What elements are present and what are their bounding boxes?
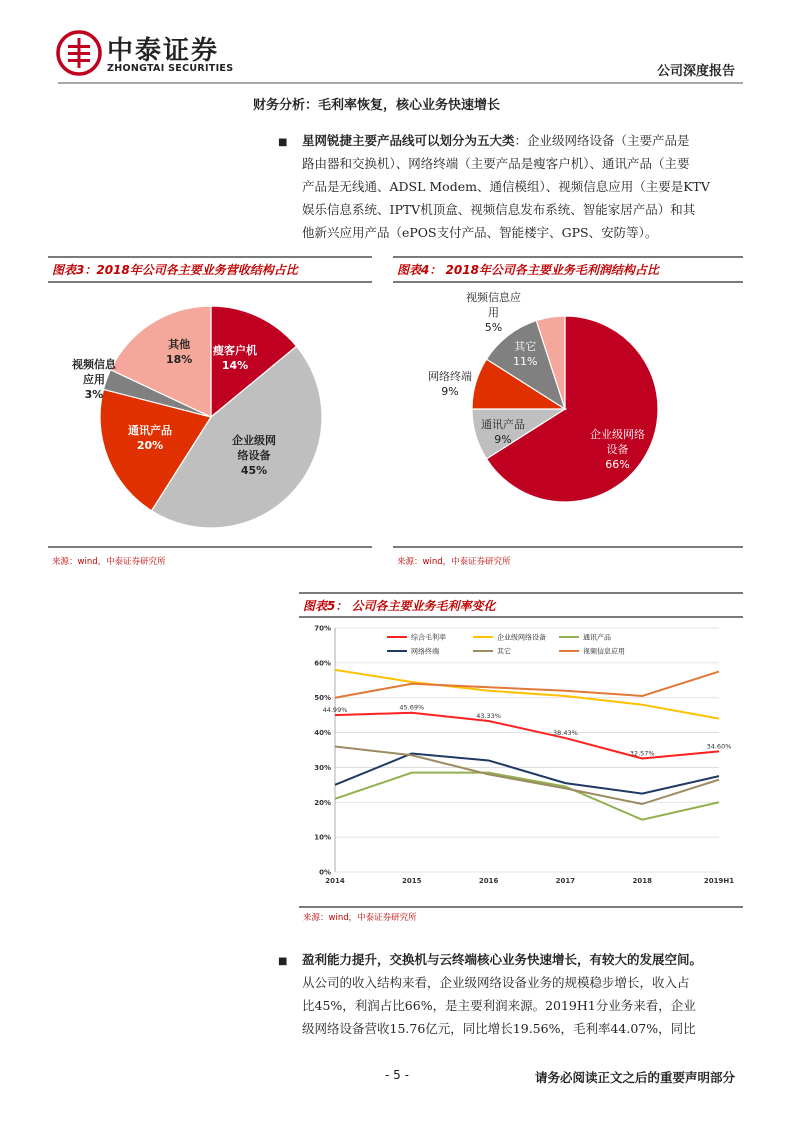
x-tick-label: 2016: [478, 877, 499, 885]
para2-line: 级网络设备营收15.76亿元，同比增长19.56%，毛利率44.07%，同比: [302, 1021, 696, 1036]
fig4-top-rule: [393, 256, 743, 258]
footer-disclaimer: 请务必阅读正文之后的重要声明部分: [534, 1070, 735, 1085]
para1-line: 娱乐信息系统、IPTV机顶盒、视频信息发布系统、智能家居产品）和其: [302, 202, 696, 217]
series-line-3: [335, 753, 719, 793]
pie1-label-comm: 通讯产品 20%: [128, 424, 172, 452]
fig5-bottom-rule: [299, 906, 743, 908]
para1-line: 路由器和交换机）、网络终端（主要产品是瘦客户机）、通讯产品（主要: [302, 156, 690, 171]
data-label: 45.69%: [399, 703, 425, 712]
data-label: 32.57%: [629, 749, 655, 758]
fig3-bottom-rule: [48, 546, 372, 548]
fig5-source: 来源：wind，中泰证券研究所: [303, 913, 417, 923]
legend-label: 视频信息应用: [583, 647, 625, 656]
fig5-top-rule: [299, 592, 743, 594]
pie1-label-other: 其他 18%: [166, 338, 193, 366]
y-tick-label: 70%: [314, 624, 331, 633]
y-tick-label: 20%: [314, 798, 331, 807]
para1-lead: 星网锐捷主要产品线可以划分为五大类: [302, 133, 515, 148]
pie2-label-video: 视频信息应 用 5%: [466, 291, 521, 334]
legend-label: 通讯产品: [583, 633, 611, 642]
fig5-title: 图表5： 公司各主要业务毛利率变化: [303, 599, 496, 613]
data-label: 38.43%: [553, 729, 578, 738]
series-line-2: [335, 773, 719, 820]
fig4-title-rule: [393, 281, 743, 283]
fig3-title: 图表3：2018年公司各主要业务营收结构占比: [52, 263, 298, 277]
para2-lead: 盈利能力提升，交换机与云终端核心业务快速增长，有较大的发展空间。: [302, 952, 703, 967]
pie1-label-thin-client: 瘦客户机 14%: [213, 344, 257, 372]
para2-line: 比45%，利润占比66%，是主要利润来源。2019H1分业务来看，企业: [302, 998, 696, 1013]
pie1-label-enterprise: 企业级网 络设备 45%: [232, 434, 276, 477]
page-number: - 5 -: [385, 1068, 409, 1082]
y-tick-label: 30%: [314, 763, 331, 772]
pie2-label-other: 其它 11%: [513, 340, 538, 368]
pie2-label-terminal: 网络终端 9%: [428, 370, 472, 398]
zhongtai-logo-icon: [56, 30, 102, 76]
legend-label: 网络终端: [411, 647, 439, 656]
fig4-pie-chart: [393, 290, 743, 540]
x-tick-label: 2015: [402, 877, 422, 885]
fig3-title-rule: [48, 281, 372, 283]
pie1-label-video: 视频信息 应用 3%: [72, 358, 116, 401]
fig3-source: 来源：wind，中泰证券研究所: [52, 557, 166, 567]
series-line-0: [335, 713, 719, 759]
fig3-top-rule: [48, 256, 372, 258]
logo-text-cn: 中泰证券: [107, 36, 220, 66]
para1-line: ：企业级网络设备（主要产品是: [514, 133, 690, 148]
legend-label: 其它: [497, 647, 511, 656]
y-tick-label: 60%: [314, 659, 331, 668]
data-label: 44.99%: [322, 706, 348, 715]
x-tick-label: 2014: [325, 877, 345, 885]
para1-line: 产品是无线通、ADSL Modem、通信模组）、视频信息应用（主要是KTV: [302, 179, 710, 194]
para1-line: 他新兴应用产品（ePOS支付产品、智能楼宇、GPS、安防等）。: [302, 225, 658, 240]
paragraph-profitability: [302, 948, 747, 1040]
data-label: 34.60%: [706, 742, 732, 751]
report-type: 公司深度报告: [656, 64, 735, 79]
data-label: 43.33%: [476, 711, 501, 720]
pie2-label-enterprise: 企业级网络 设备 66%: [590, 428, 645, 471]
fig5-title-rule: [299, 616, 743, 618]
fig4-title: 图表4： 2018年公司各主要业务毛利润结构占比: [397, 263, 659, 277]
y-tick-label: 0%: [319, 868, 331, 877]
y-tick-label: 50%: [314, 694, 331, 703]
y-tick-label: 10%: [314, 833, 331, 842]
legend-label: 企业级网络设备: [497, 633, 546, 642]
bullet-icon: ■: [278, 137, 288, 148]
y-tick-label: 40%: [314, 729, 331, 738]
fig4-source: 来源：wind，中泰证券研究所: [397, 557, 511, 567]
series-line-1: [335, 670, 719, 719]
logo-text-en: ZHONGTAI SECURITIES: [107, 63, 234, 74]
pie2-label-comm: 通讯产品 9%: [481, 418, 525, 446]
series-line-4: [335, 747, 719, 805]
fig4-bottom-rule: [393, 546, 743, 548]
section-title: 财务分析：毛利率恢复，核心业务快速增长: [253, 98, 501, 113]
bullet-icon: ■: [278, 956, 288, 967]
legend-label: 综合毛利率: [411, 633, 446, 642]
para2-line: 从公司的收入结构来看，企业级网络设备业务的规模稳步增长，收入占: [302, 975, 690, 990]
x-tick-label: 2017: [555, 877, 576, 885]
x-tick-label: 2019H1: [703, 877, 735, 885]
header-divider: [58, 82, 743, 84]
x-tick-label: 2018: [632, 877, 652, 885]
fig5-line-chart: [299, 619, 743, 905]
fig3-pie-chart: [48, 290, 372, 540]
paragraph-product-lines: [302, 129, 747, 244]
